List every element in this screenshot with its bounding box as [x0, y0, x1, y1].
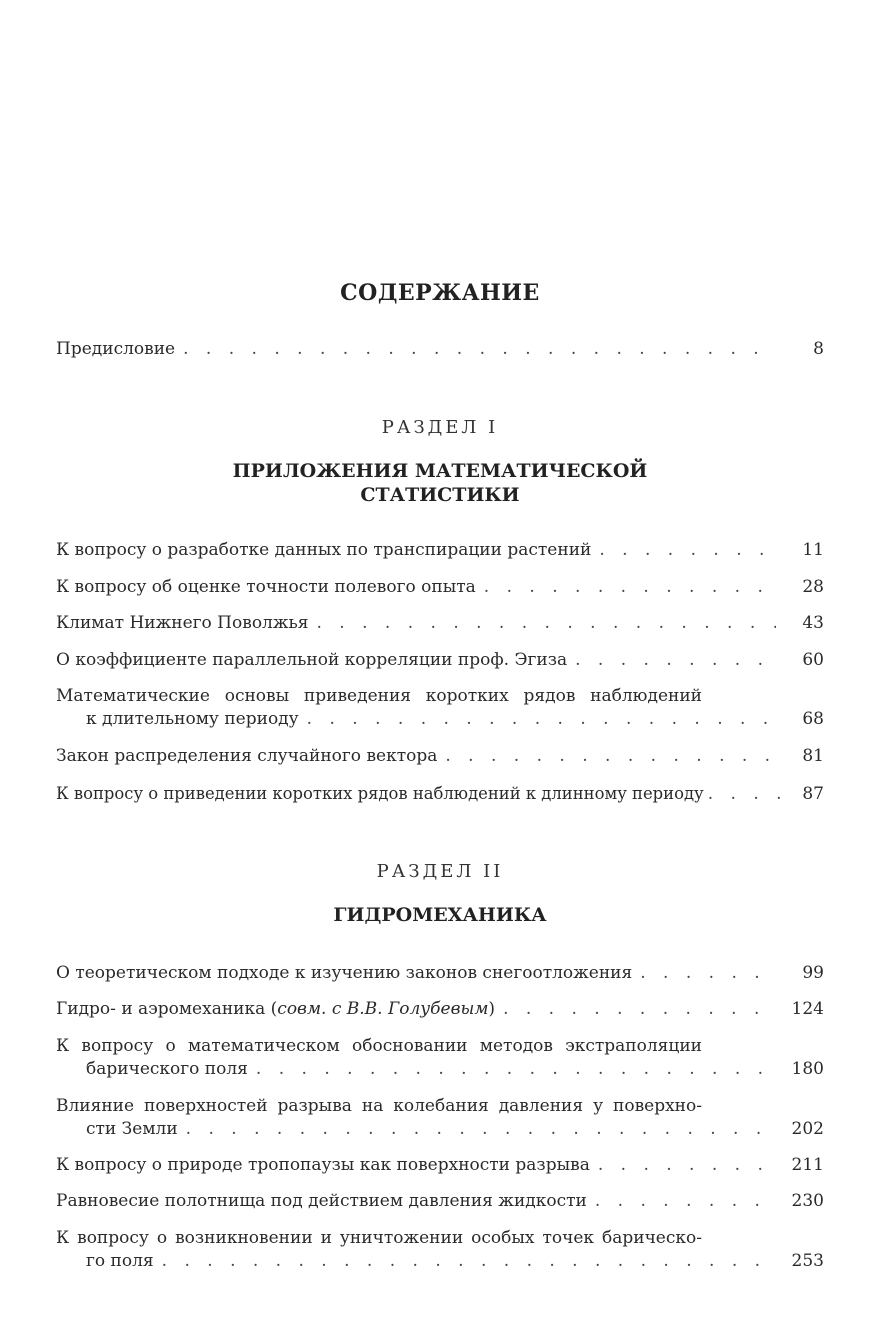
entry-note: совм. с В.В. Голубевым — [277, 999, 489, 1019]
leader-dots — [598, 1154, 776, 1177]
toc-entry — [56, 745, 824, 768]
toc-entry — [56, 612, 824, 635]
leader-dots — [599, 539, 776, 562]
entry-page: 230 — [791, 1191, 824, 1211]
entry-page: 99 — [802, 963, 824, 983]
leader-dots — [162, 1250, 776, 1273]
entry-title: К вопросу об оценке точности полевого опыта — [56, 577, 476, 597]
toc-entry — [56, 1190, 824, 1213]
leader-dots — [503, 998, 776, 1021]
entry-title — [56, 998, 495, 1021]
leader-dots — [307, 708, 776, 731]
entry-title-line2: к длительному периоду — [86, 709, 299, 729]
entry-page: 211 — [791, 1155, 824, 1175]
entry-title-line2: сти Земли — [86, 1119, 178, 1139]
section-1-title-line2: СТАТИСТИКИ — [360, 484, 520, 506]
page-title: СОДЕРЖАНИЕ — [340, 280, 540, 306]
entry-title-line1: К вопросу о возникновении и уничтожении особых точек барическо- — [56, 1228, 702, 1248]
toc-entry — [56, 1035, 824, 1081]
leader-dots — [640, 962, 776, 985]
entry-page: 28 — [802, 577, 824, 597]
toc-page — [56, 0, 824, 1330]
leader-dots — [186, 1118, 776, 1141]
toc-entry — [56, 649, 824, 672]
section-2-title: ГИДРОМЕХАНИКА — [333, 904, 547, 926]
entry-title: Климат Нижнего Поволжья — [56, 613, 309, 633]
leader-dots — [256, 1058, 776, 1081]
toc-entry — [56, 685, 824, 731]
toc-entry — [56, 1227, 824, 1273]
entry-page: 81 — [802, 746, 824, 766]
entry-page: 43 — [802, 613, 824, 633]
entry-title-text: Гидро- и аэромеханика ( — [56, 999, 278, 1019]
entry-title-line2: го поля — [86, 1251, 154, 1271]
entry-title-line1: Математические основы приведения коротких рядов наблюдений — [56, 686, 702, 706]
entry-page: 11 — [802, 540, 824, 560]
section-1-title-line1: ПРИЛОЖЕНИЯ МАТЕМАТИЧЕСКОЙ — [232, 460, 648, 482]
entry-page: 124 — [791, 999, 824, 1019]
leader-dots — [183, 338, 776, 361]
entry-page: 87 — [802, 784, 824, 804]
leader-dots — [445, 745, 776, 768]
toc-entry — [56, 998, 824, 1021]
section-1-label: РАЗДЕЛ I — [381, 417, 499, 438]
entry-page: 68 — [802, 709, 824, 729]
leader-dots — [316, 612, 776, 635]
entry-title-line1: К вопросу о математическом обосновании методов экстраполяции — [56, 1036, 702, 1056]
entry-page: 253 — [791, 1251, 824, 1271]
entry-title: К вопросу о приведении коротких рядов наблюдений к длинному периоду — [56, 784, 704, 803]
entry-title-line2: барического поля — [86, 1059, 248, 1079]
entry-page: 202 — [791, 1119, 824, 1139]
entry-title-line1: Влияние поверхностей разрыва на колебания давления у поверхно- — [56, 1096, 702, 1116]
entry-title: Равновесие полотнища под действием давления жидкости — [56, 1191, 587, 1211]
entry-title: Закон распределения случайного вектора — [56, 746, 438, 766]
toc-entry — [56, 539, 824, 562]
entry-page: 60 — [802, 650, 824, 670]
toc-entry — [56, 1154, 824, 1177]
section-2-label: РАЗДЕЛ II — [376, 861, 504, 882]
entry-title: К вопросу о природе тропопаузы как поверхности разрыва — [56, 1155, 590, 1175]
toc-entry — [56, 576, 824, 599]
toc-entry — [56, 1095, 824, 1141]
leader-dots — [595, 1190, 776, 1213]
entry-title: К вопросу о разработке данных по транспирации растений — [56, 540, 592, 560]
entry-page: 8 — [813, 339, 824, 359]
entry-title: Предисловие — [56, 339, 176, 359]
toc-entry — [56, 962, 824, 985]
leader-dots — [484, 576, 776, 599]
entry-title-close: ) — [488, 999, 496, 1019]
toc-entry-preface — [56, 338, 824, 361]
entry-title: О коэффициенте параллельной корреляции проф. Эгиза — [56, 650, 568, 670]
leader-dots — [708, 783, 780, 806]
leader-dots — [575, 649, 776, 672]
section-1-title — [56, 459, 824, 507]
entry-title: О теоретическом подходе к изучению законов снегоотложения — [56, 963, 633, 983]
toc-entry — [56, 782, 824, 806]
entry-page: 180 — [791, 1059, 824, 1079]
